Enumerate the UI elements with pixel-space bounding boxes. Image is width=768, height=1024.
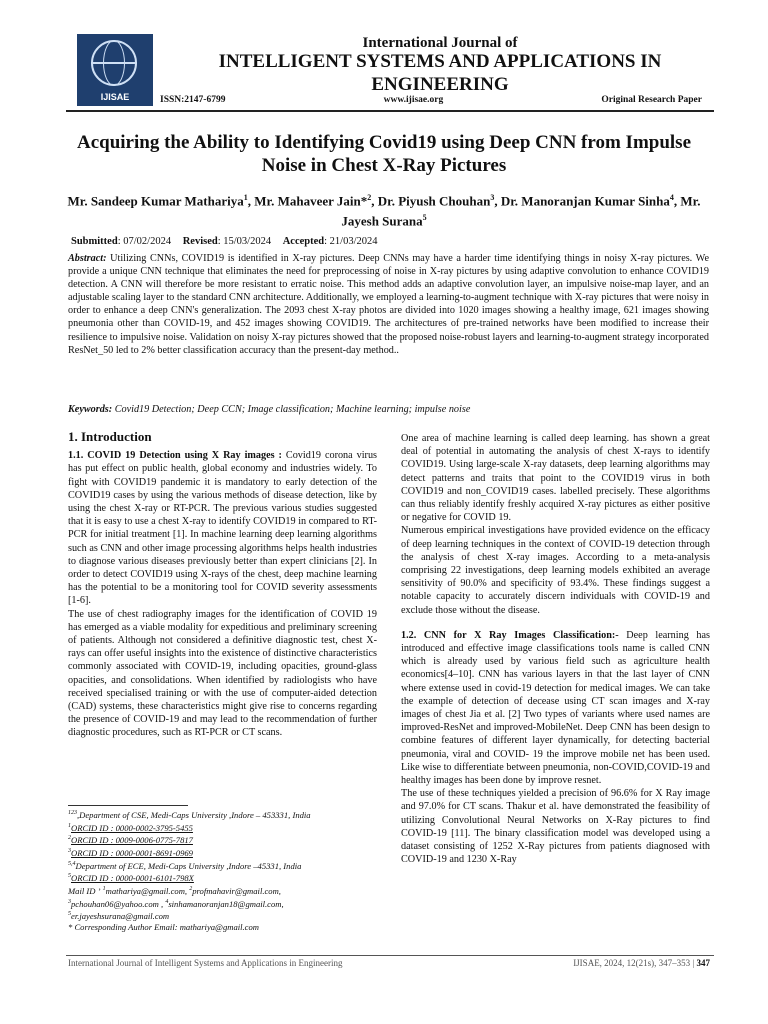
section-heading-introduction: 1. Introduction [68,429,152,444]
paragraph: The use of these techniques yielded a precision of 96.6% for X Ray image and 97.0% for CT scans. Thakur et al. have demonstrated the feasibility of utilizing Convolutional Neural Networks on X-Ray pictures to find COVID-19 [11]. The binary classification model was developed using a dataset consisting of 1252 X-Ray pictures from patients diagnosed with COVID-19 and 1230 X-Ray [401,788,710,866]
logo-text: IJISAE [100,92,130,102]
abstract [68,252,709,357]
issn: ISSN:2147-6799 [160,95,226,105]
affiliation-1: ,Department of CSE, Medi-Caps University ,Indore – 453331, India [77,809,311,820]
footnotes: $^{123}$,Department of CSE, Medi-Caps University ,Indore – 453331, India $^1$ORCID ID : 0000-0002-3795-5455 $^2$ORCID ID : 0009-0006-0775-7817 $^3$ORCID ID : 0000-0001-8691-0969 $^{5,4}$Department of ECE, Medi-Caps University ,Indore –45331, India $^5$ORCID ID : 0000-0001-6101-798X Mail ID ʼ $^1$mathariya@gmail.com, $^2$profmahavir@gmail.com, $^3$pchouhan06@yahoo.com , $^4$sinhamanoranjan18@gmail.com, $^5$er.jayeshsurana@gmail.com * Corresponding Author Email: mathariya@gmail.com [68,808,380,933]
author-3: Dr. Piyush Chouhan [377,193,491,209]
author-4: Dr. Manoranjan Kumar Sinha [500,193,670,209]
author-2: Mr. Mahaveer Jain* [254,193,368,209]
paragraph: 1.1. COVID 19 Detection using X Ray images : Covid19 corona virus has put effect on public health, global economy and industries widely. To fight with COVID19 pandemic it is mandatory to early detection of the COVID19 cases by using the various methods of disease detection, like by using the chest X-ray or RT-PCR. The previous various studies suggested that it is easy to use a chest X-ray to identify COVID19 in compared to RT-PCR for initial treatment [1]. In machine learning deep learning algorithms such as CNN and other image processing algorithms helps health industries to diagnose various diseases previously better than expert clinicians [2]. In order to detect COVID19 using X-rays of the chest, deep machine learning has the potential to be a monitoring tool for COVID severity assessments [1-6]. [68,450,378,607]
paragraph: The use of chest radiography images for the identification of COVID 19 has emerged as a viable modality for expeditious and preliminary screening of patients. Although not considered a definitive diagnostic test, chest X-rays can offer useful insights into the existence of distinctive characteristics commonly associated with COVID-19, including opacities, ground-glass opacities, and consolidations. When identified by radiologists who have received specialised training or with the use of computer-aided detection (CAD) systems, these characteristics might give rise to concerns regarding the presence of COVID-19 and may lead to the recommendation of further diagnostic procedures, such as RT-PCR or CT scans. [68,608,377,739]
corresponding-author: * Corresponding Author Email: mathariya@gmail.com [68,921,259,932]
author-2-affil: 2 [367,193,372,202]
journal-logo [77,34,153,106]
orcid-link[interactable]: ORCID ID : 0000-0002-3795-5455 [71,822,193,833]
journal-name: INTELLIGENT SYSTEMS AND APPLICATIONS IN ENGINEERING [218,51,662,95]
footer-citation: IJISAE, 2024, 12(21s), 347–353 | [573,958,695,968]
orcid-link[interactable]: ORCID ID : 0009-0006-0775-7817 [71,835,193,846]
page-footer [68,958,710,968]
page-number: 347 [696,958,710,968]
email-link[interactable]: sinhamanoranjan18@gmail.com, [168,898,284,909]
orcid-link[interactable]: ORCID ID : 0000-0001-6101-798X [71,873,194,884]
right-column [401,432,710,867]
paper-type: Original Research Paper [601,95,702,105]
email-link[interactable]: mathariya@gmail.com, [105,885,190,896]
mail-label: Mail ID ʼ [68,885,101,896]
author-4-affil: 4 [669,193,674,202]
submission-dates [71,236,378,247]
header-divider [66,110,714,112]
subsection-heading: 1.1. COVID 19 Detection using X Ray images : [68,450,282,462]
email-link[interactable]: pchouhan06@yahoo.com , [71,898,166,909]
left-column [68,430,377,740]
subsection-heading: 1.2. CNN for X Ray Images Classification:- [401,629,619,641]
header-meta [160,95,702,105]
keywords-text: Covid19 Detection; Deep CCN; Image classification; Machine learning; impulse noise [112,404,471,415]
accepted-date: : 21/03/2024 [324,236,378,247]
website-link[interactable]: www.ijisae.org [383,95,444,105]
footer-divider [66,955,714,956]
abstract-text: Utilizing CNNs, COVID19 is identified in X-ray pictures. Deep CNNs may have a harder time identifying things in noisy X-ray pictures. We provide a unique CNN technique that eliminates the need for preprocessing of noise in X-ray pictures by using adaptive convolution to enhance COVID19 detection. A CNN will therefore be more resistant to erratic noise. This method adds an adaptive convolution layer, an impulsive noise-map layer, and an adjustable scaling layer to the standard CNN architecture. Additionally, we employed a learning-to-augment technique with X-ray pictures that were noisy in order to enhance a deep CNN's generalization. The 2093 chest X-ray photos are divided into 1020 images showing a healthy image, 621 images showing pneumonia other than COVID-19, and 452 images showing COVID19. The architectures of pre-trained networks have been modified to increase their resilience to impulsive noise. Validation on noisy X-ray pictures showed that the proposed noise-robust layers and learning-to-augment strategy incorporated ResNet_50 led to 2% better classification accuracy than the present-day method.. [68,253,709,356]
keywords [68,404,709,415]
journal-name-small: International Journal of [362,35,518,51]
paper-title: Acquiring the Ability to Identifying Covid19 using Deep CNN from Impulse Noise in Chest X-Ray Pictures [76,132,692,176]
email-link[interactable]: er.jayeshsurana@gmail.com [71,911,170,922]
author-1-affil: 1 [243,193,248,202]
orcid-link[interactable]: ORCID ID : 0000-0001-8691-0969 [71,847,193,858]
paragraph: 1.2. CNN for X Ray Images Classification:- Deep learning has introduced and effective image classifications tools name is called CNN which is already used by various field such as agriculture health economics[4–10]. CNN has various layers in that the last layer of CNN where extense used in covid-19 detection for medical images. We can take the example of detection of decease using CT scan images and X-ray images of chest Jia et al. [2] Two types of variants where used names are improved-ResNet and improved-MobileNet. Deep CNN has been design to combine features of different layer dynamically, for detecting bacterial pneumonia, viral and COVID- 19 the improve mobile net has been used. Like wise to differentiate between pneumonia, non-COVID,COVID-19 and healthy images has been done by improve resnet. [401,629,711,787]
footnote-divider [68,805,188,806]
email-link[interactable]: profmahavir@gmail.com, [192,885,281,896]
author-1: Mr. Sandeep Kumar Mathariya [67,193,244,209]
footer-journal: International Journal of Intelligent Systems and Applications in Engineering [68,958,343,968]
affiliation-2: Department of ECE, Medi-Caps University ,Indore –45331, India [75,860,302,871]
author-5: Mr. Jayesh Surana [341,193,701,229]
revised-label: Revised [182,236,218,247]
paragraph: Numerous empirical investigations have provided evidence on the efficacy of deep learning techniques in the context of COVID-19 detection through the analysis of chest X-ray images. According to a meta-analysis comprising 22 investigations, deep learning models exhibited an average sensitivity of 90.0% and specificity of 93.4%. These findings suggest a notable capacity to accurately discern individuals with COVID-19 and exclude those without the disease. [401,525,710,616]
author-list: Mr. Sandeep Kumar Mathariya$^1$, Mr. Mahaveer Jain*$^2$, Dr. Piyush Chouhan$^3$, Dr. Manoranjan Kumar Sinha$^4$, Mr. Jayesh Surana$^5$ [67,193,701,229]
submitted-label: Submitted [71,236,118,247]
globe-icon [91,40,137,86]
abstract-label: Abstract: [68,253,107,264]
author-3-affil: 3 [490,193,495,202]
submitted-date: : 07/02/2024 [117,236,172,247]
revised-date: : 15/03/2024 [217,236,272,247]
paragraph: One area of machine learning is called deep learning. has shown a great deal of potential in automating the analysis of chest X-rays to identify COVID19. Using large-scale X-ray datasets, deep learning algorithms may detect patterns and traits that point to the COVID19 virus in both COVID19 and non_COVID19 cases. labelled precisely. These algorithms can thus reliably identify freshly acquired X-ray pictures as either positive or negative for COVID 19. [401,433,710,524]
author-5-affil: 5 [422,213,427,223]
accepted-label: Accepted [282,236,325,247]
keywords-label: Keywords: [68,404,113,415]
